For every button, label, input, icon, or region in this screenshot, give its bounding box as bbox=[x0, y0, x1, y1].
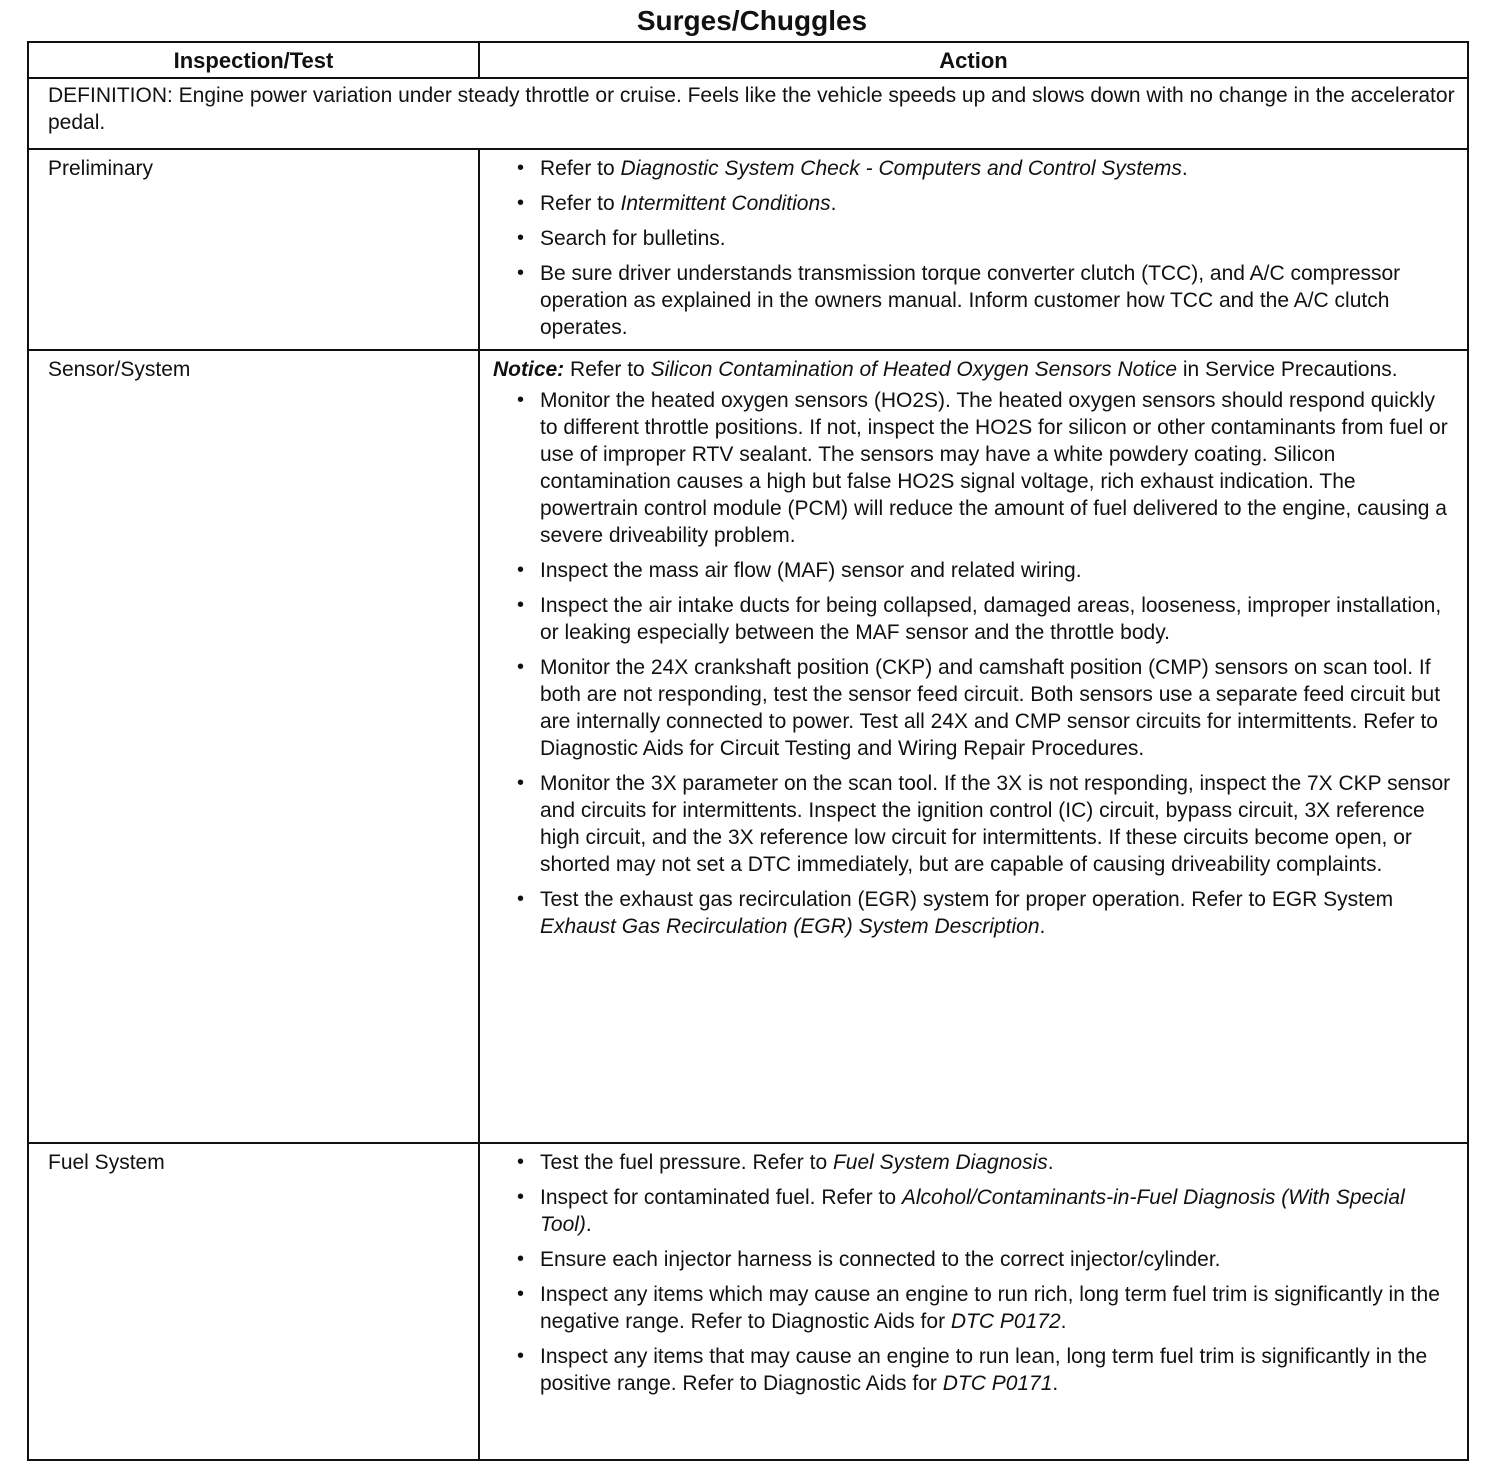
bullet-list bbox=[493, 1149, 1455, 1397]
item-text: Be sure driver understands transmission torque converter clutch (TCC), and A/C compressor operation as explained in the owners manual. Inform customer how TCC and the A/C clutch operates. bbox=[540, 262, 1401, 339]
action-fuel-system bbox=[479, 1143, 1468, 1460]
item-text: Inspect for contaminated fuel. Refer to bbox=[540, 1186, 902, 1209]
category-preliminary: Preliminary bbox=[28, 149, 479, 350]
reference-text: Intermittent Conditions bbox=[620, 192, 831, 215]
item-text: Search for bulletins. bbox=[540, 227, 726, 250]
list-item bbox=[527, 886, 1455, 940]
category-fuel-system: Fuel System bbox=[28, 1143, 479, 1460]
item-text: . bbox=[1052, 1372, 1059, 1395]
page-title: Surges/Chuggles bbox=[636, 5, 868, 36]
list-item bbox=[527, 1149, 1455, 1176]
list-item bbox=[527, 225, 1455, 252]
notice-text bbox=[493, 356, 1455, 383]
list-item bbox=[527, 155, 1455, 182]
item-text: . bbox=[830, 192, 837, 215]
item-text: Monitor the 24X crankshaft position (CKP) and camshaft position (CMP) sensors on scan tool. If both are not responding, test the sensor feed circuit. Both sensors use a separate feed circuit but are internally connected to power. Test all 24X and CMP sensor circuits for intermittents. Refer to Diagnostic Aids for Circuit Testing and Wiring Repair Procedures. bbox=[540, 656, 1441, 760]
list-item bbox=[527, 1246, 1455, 1273]
notice-label: Notice: bbox=[493, 358, 565, 381]
reference-text: Fuel System Diagnosis bbox=[832, 1151, 1048, 1174]
item-text: . bbox=[1181, 157, 1188, 180]
item-text: Test the exhaust gas recirculation (EGR) system for proper operation. Refer to EGR System bbox=[540, 888, 1394, 911]
notice-pre: Refer to bbox=[564, 358, 651, 381]
list-item bbox=[527, 770, 1455, 878]
header-row bbox=[28, 42, 1468, 78]
row-fuel-system bbox=[28, 1143, 1468, 1460]
list-item bbox=[527, 1184, 1455, 1238]
list-item bbox=[527, 1281, 1455, 1335]
item-text: Inspect any items which may cause an engine to run rich, long term fuel trim is significantly in the negative range. Refer to Diagnostic Aids for bbox=[540, 1283, 1440, 1333]
definition-text: DEFINITION: Engine power variation under steady throttle or cruise. Feels like the vehicle speeds up and slows down with no change in the accelerator pedal. bbox=[28, 78, 1468, 149]
action-preliminary bbox=[479, 149, 1468, 350]
list-item bbox=[527, 260, 1455, 341]
item-text: . bbox=[1047, 1151, 1054, 1174]
item-text: Monitor the 3X parameter on the scan tool. If the 3X is not responding, inspect the 7X CKP sensor and circuits for intermittents. Inspect the ignition control (IC) circuit, bypass circuit, 3X reference high circuit, and the 3X reference low circuit for intermittents. If these circuits become open, or shorted may not set a DTC immediately, but are capable of causing driveability complaints. bbox=[540, 772, 1451, 876]
notice-post: in Service Precautions. bbox=[1177, 358, 1398, 381]
item-text: Inspect any items that may cause an engine to run lean, long term fuel trim is significantly in the positive range. Refer to Diagnostic Aids for bbox=[540, 1345, 1428, 1395]
list-item bbox=[527, 654, 1455, 762]
header-inspection-test: Inspection/Test bbox=[28, 42, 479, 78]
item-text: Monitor the heated oxygen sensors (HO2S). The heated oxygen sensors should respond quickly to different throttle positions. If not, inspect the HO2S for silicon or other contaminants from fuel or use of improper RTV sealant. The sensors may have a white powdery coating. Silicon contamination causes a high but false HO2S signal voltage, rich exhaust indication. The powertrain control module (PCM) will reduce the amount of fuel delivered to the engine, causing a severe driveability problem. bbox=[540, 389, 1448, 547]
bullet-list bbox=[493, 387, 1455, 940]
reference-text: Exhaust Gas Recirculation (EGR) System Description bbox=[540, 915, 1040, 938]
list-item bbox=[527, 592, 1455, 646]
action-sensor-system bbox=[479, 350, 1468, 1143]
reference-text: Diagnostic System Check - Computers and Control Systems bbox=[620, 157, 1182, 180]
list-item bbox=[527, 557, 1455, 584]
item-text: Refer to bbox=[540, 192, 621, 215]
item-text: Inspect the mass air flow (MAF) sensor and related wiring. bbox=[540, 559, 1082, 582]
item-text: . bbox=[1060, 1310, 1067, 1333]
item-text: Ensure each injector harness is connected to the correct injector/cylinder. bbox=[540, 1248, 1221, 1271]
row-sensor-system bbox=[28, 350, 1468, 1143]
diagnostic-table bbox=[27, 41, 1469, 1461]
reference-text: Alcohol/Contaminants-in-Fuel Diagnosis (With Special Tool) bbox=[540, 1186, 1405, 1236]
list-item bbox=[527, 1343, 1455, 1397]
item-text: Inspect the air intake ducts for being collapsed, damaged areas, looseness, improper installation, or leaking especially between the MAF sensor and the throttle body. bbox=[540, 594, 1442, 644]
row-preliminary bbox=[28, 149, 1468, 350]
item-text: Test the fuel pressure. Refer to bbox=[540, 1151, 833, 1174]
item-text: . bbox=[585, 1213, 592, 1236]
list-item bbox=[527, 387, 1455, 549]
reference-text: DTC P0172 bbox=[950, 1310, 1061, 1333]
reference-text: DTC P0171 bbox=[942, 1372, 1053, 1395]
category-sensor-system: Sensor/System bbox=[28, 350, 479, 1143]
definition-row bbox=[28, 78, 1468, 149]
bullet-list bbox=[493, 155, 1455, 341]
item-text: . bbox=[1039, 915, 1046, 938]
list-item bbox=[527, 190, 1455, 217]
item-text: Refer to bbox=[540, 157, 621, 180]
notice-reference: Silicon Contamination of Heated Oxygen Sensors Notice bbox=[650, 358, 1178, 381]
header-action: Action bbox=[479, 42, 1468, 78]
